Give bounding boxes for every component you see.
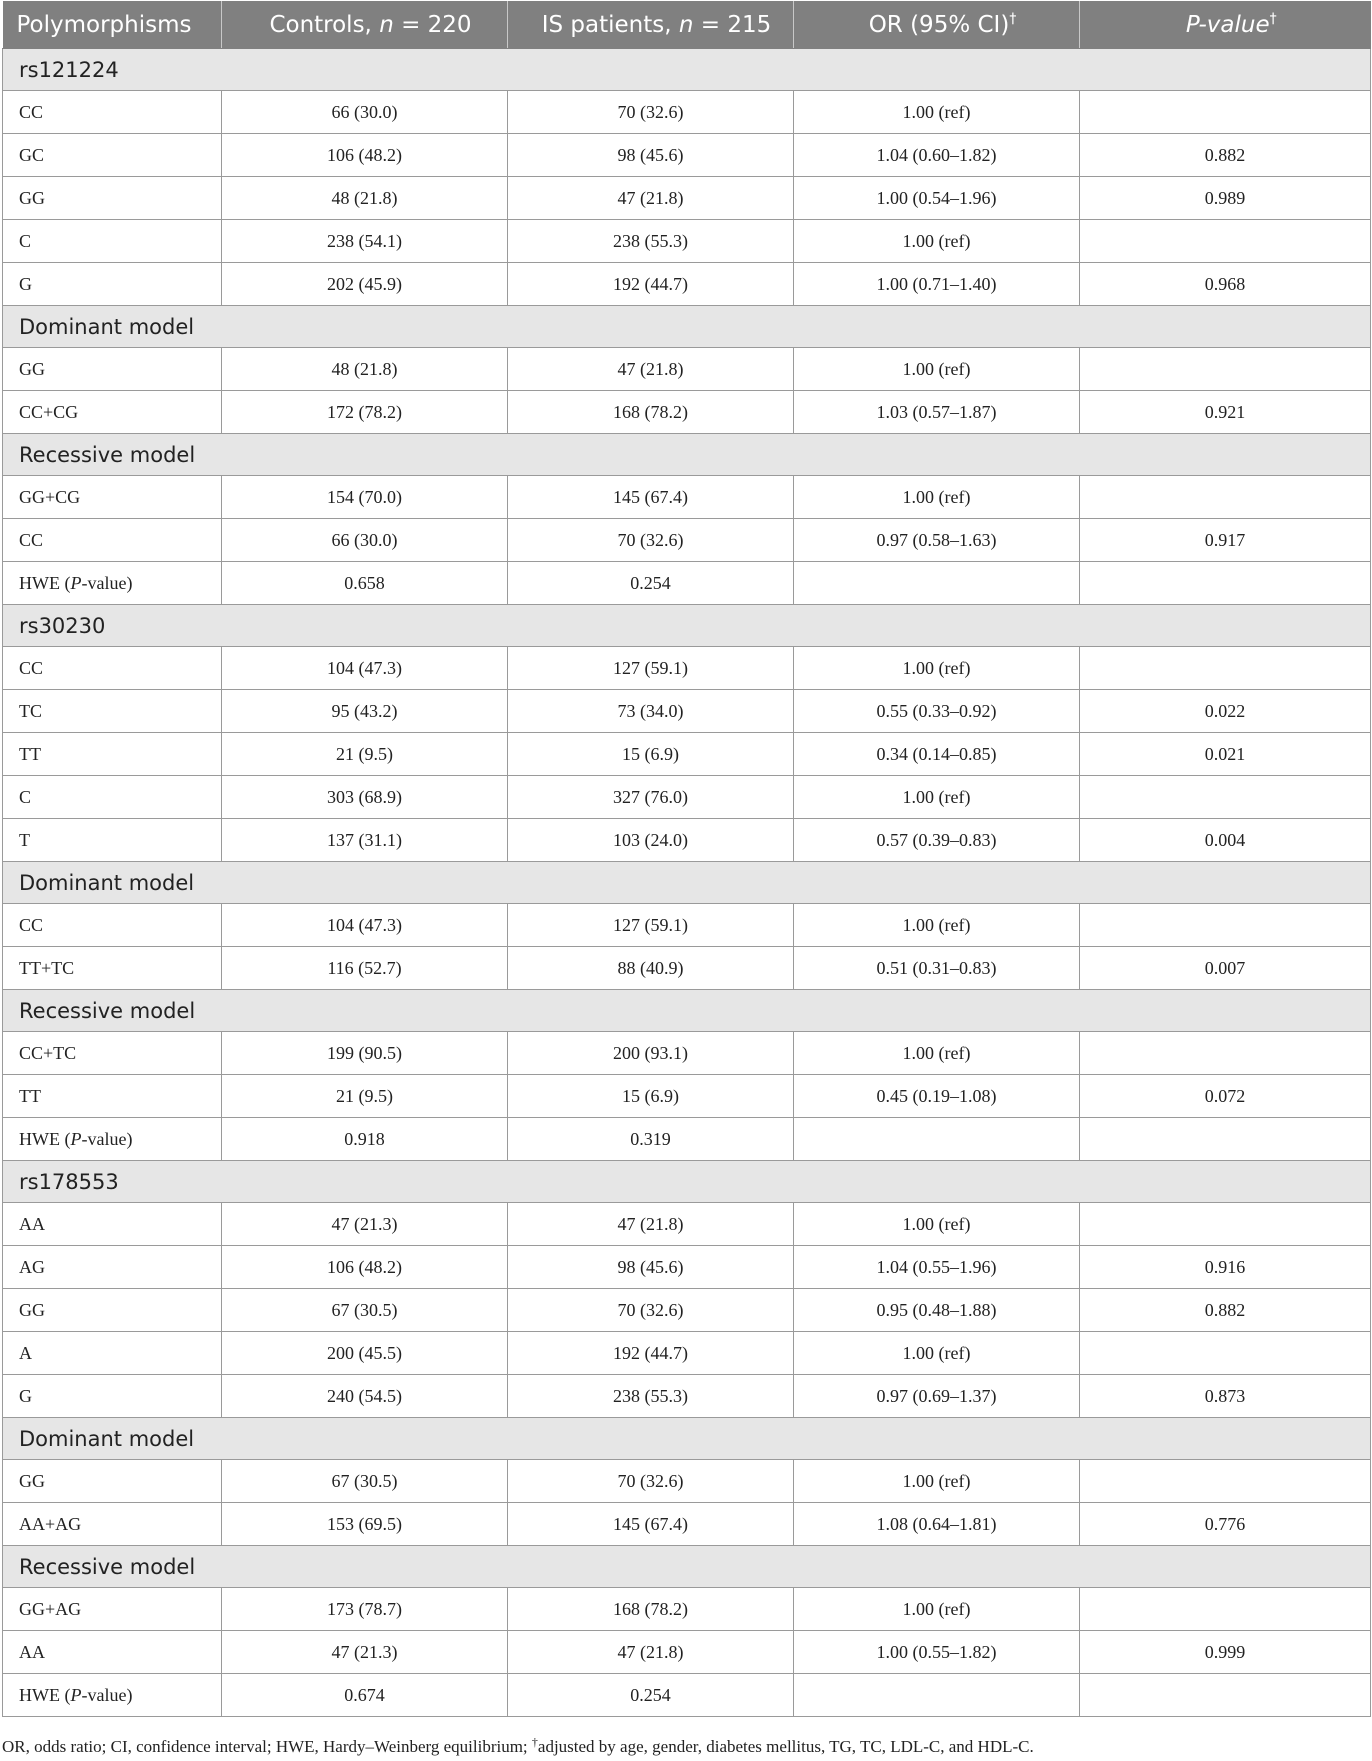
patients-cell: 168 (78.2) xyxy=(508,1588,794,1631)
p-value-cell: 0.989 xyxy=(1080,177,1371,220)
controls-cell: 172 (78.2) xyxy=(222,391,508,434)
table-row xyxy=(3,1460,1371,1503)
controls-cell: 48 (21.8) xyxy=(222,177,508,220)
section-title: Dominant model xyxy=(3,1418,1371,1460)
genotype-cell: TT xyxy=(3,1075,222,1118)
section-header-row xyxy=(3,1546,1371,1588)
controls-cell: 66 (30.0) xyxy=(222,91,508,134)
table-row xyxy=(3,1075,1371,1118)
or-ci-cell: 1.00 (ref) xyxy=(794,91,1080,134)
table-row xyxy=(3,91,1371,134)
table-row xyxy=(3,519,1371,562)
genotype-cell: G xyxy=(3,1375,222,1418)
controls-cell: 21 (9.5) xyxy=(222,1075,508,1118)
p-value-cell xyxy=(1080,1588,1371,1631)
patients-cell: 127 (59.1) xyxy=(508,904,794,947)
patients-cell: 15 (6.9) xyxy=(508,1075,794,1118)
p-value-cell: 0.882 xyxy=(1080,134,1371,177)
or-ci-cell: 1.00 (ref) xyxy=(794,348,1080,391)
controls-cell: 303 (68.9) xyxy=(222,776,508,819)
patients-cell: 238 (55.3) xyxy=(508,220,794,263)
genotype-cell: AG xyxy=(3,1246,222,1289)
or-ci-cell: 1.00 (ref) xyxy=(794,1588,1080,1631)
patients-cell: 70 (32.6) xyxy=(508,1289,794,1332)
genotype-cell: TT+TC xyxy=(3,947,222,990)
patients-cell: 192 (44.7) xyxy=(508,1332,794,1375)
patients-cell: 127 (59.1) xyxy=(508,647,794,690)
genotype-cell: CC xyxy=(3,904,222,947)
controls-cell: 200 (45.5) xyxy=(222,1332,508,1375)
table-row xyxy=(3,647,1371,690)
controls-cell: 153 (69.5) xyxy=(222,1503,508,1546)
genotype-cell: CC xyxy=(3,519,222,562)
patients-cell: 47 (21.8) xyxy=(508,177,794,220)
table-row xyxy=(3,348,1371,391)
section-title: Dominant model xyxy=(3,862,1371,904)
section-title: Dominant model xyxy=(3,306,1371,348)
or-ci-cell: 1.00 (ref) xyxy=(794,647,1080,690)
genotype-cell: CC+CG xyxy=(3,391,222,434)
genotype-cell: C xyxy=(3,220,222,263)
controls-cell: 0.918 xyxy=(222,1118,508,1161)
genotype-cell: AA xyxy=(3,1203,222,1246)
patients-cell: 0.254 xyxy=(508,1674,794,1717)
genotype-cell: A xyxy=(3,1332,222,1375)
section-header-row xyxy=(3,49,1371,91)
controls-cell: 95 (43.2) xyxy=(222,690,508,733)
genotype-cell: CC xyxy=(3,647,222,690)
p-value-cell: 0.021 xyxy=(1080,733,1371,776)
controls-cell: 0.674 xyxy=(222,1674,508,1717)
or-ci-cell: 1.00 (ref) xyxy=(794,476,1080,519)
controls-cell: 67 (30.5) xyxy=(222,1460,508,1503)
p-italic: P xyxy=(70,1684,82,1705)
genotype-cell: GG+AG xyxy=(3,1588,222,1631)
or-ci-cell: 1.00 (ref) xyxy=(794,220,1080,263)
controls-cell: 106 (48.2) xyxy=(222,1246,508,1289)
section-title: rs178553 xyxy=(3,1161,1371,1203)
genotype-cell: AA+AG xyxy=(3,1503,222,1546)
header-controls: Controls, n = 220 xyxy=(222,1,508,49)
table-row xyxy=(3,819,1371,862)
or-ci-cell xyxy=(794,1118,1080,1161)
controls-cell: 21 (9.5) xyxy=(222,733,508,776)
p-value-cell: 0.968 xyxy=(1080,263,1371,306)
p-value-cell xyxy=(1080,91,1371,134)
section-header-row xyxy=(3,434,1371,476)
genotype-cell: TC xyxy=(3,690,222,733)
patients-cell: 98 (45.6) xyxy=(508,134,794,177)
controls-cell: 173 (78.7) xyxy=(222,1588,508,1631)
p-value-cell: 0.072 xyxy=(1080,1075,1371,1118)
patients-cell: 0.319 xyxy=(508,1118,794,1161)
table-row xyxy=(3,134,1371,177)
patients-cell: 15 (6.9) xyxy=(508,733,794,776)
or-ci-cell: 0.95 (0.48–1.88) xyxy=(794,1289,1080,1332)
or-ci-cell: 1.00 (ref) xyxy=(794,1460,1080,1503)
genotype-cell: GG+CG xyxy=(3,476,222,519)
or-ci-cell: 1.00 (0.55–1.82) xyxy=(794,1631,1080,1674)
or-ci-cell: 1.03 (0.57–1.87) xyxy=(794,391,1080,434)
patients-cell: 98 (45.6) xyxy=(508,1246,794,1289)
genotype-cell: AA xyxy=(3,1631,222,1674)
section-title: Recessive model xyxy=(3,990,1371,1032)
section-header-row xyxy=(3,306,1371,348)
genotype-cell: G xyxy=(3,263,222,306)
or-ci-cell: 1.00 (ref) xyxy=(794,1203,1080,1246)
p-value-cell: 0.873 xyxy=(1080,1375,1371,1418)
genotype-cell: GG xyxy=(3,348,222,391)
patients-cell: 47 (21.8) xyxy=(508,348,794,391)
or-ci-cell: 1.00 (ref) xyxy=(794,1032,1080,1075)
table-row xyxy=(3,391,1371,434)
or-ci-cell xyxy=(794,1674,1080,1717)
section-header-row xyxy=(3,1161,1371,1203)
header-is-patients: IS patients, n = 215 xyxy=(508,1,794,49)
p-value-cell: 0.776 xyxy=(1080,1503,1371,1546)
p-value-cell: 0.004 xyxy=(1080,819,1371,862)
section-header-row xyxy=(3,862,1371,904)
table-row xyxy=(3,220,1371,263)
p-value-cell: 0.917 xyxy=(1080,519,1371,562)
table-row xyxy=(3,476,1371,519)
or-ci-cell: 1.00 (ref) xyxy=(794,904,1080,947)
header-or-ci: OR (95% CI)† xyxy=(794,1,1080,49)
or-ci-cell: 1.00 (0.54–1.96) xyxy=(794,177,1080,220)
p-value-cell: 0.999 xyxy=(1080,1631,1371,1674)
controls-cell: 238 (54.1) xyxy=(222,220,508,263)
header-p-value: P-value† xyxy=(1080,1,1371,49)
p-value-cell: 0.916 xyxy=(1080,1246,1371,1289)
patients-cell: 70 (32.6) xyxy=(508,1460,794,1503)
table-row xyxy=(3,1588,1371,1631)
table-row xyxy=(3,263,1371,306)
genotype-cell: HWE (P-value) xyxy=(3,1674,222,1717)
patients-cell: 70 (32.6) xyxy=(508,91,794,134)
table-row xyxy=(3,562,1371,605)
table-footnote: OR, odds ratio; CI, confidence interval; HWE, Hardy–Weinberg equilibrium; †adjusted by age, gender, diabetes mellitus, TG, TC, LDL-C, and HDL-C. xyxy=(2,1735,1034,1756)
or-ci-cell: 0.45 (0.19–1.08) xyxy=(794,1075,1080,1118)
genotype-cell: GG xyxy=(3,1289,222,1332)
controls-cell: 47 (21.3) xyxy=(222,1203,508,1246)
genotype-cell: HWE (P-value) xyxy=(3,1118,222,1161)
patients-cell: 70 (32.6) xyxy=(508,519,794,562)
patients-cell: 0.254 xyxy=(508,562,794,605)
controls-cell: 137 (31.1) xyxy=(222,819,508,862)
table-row xyxy=(3,1332,1371,1375)
or-ci-cell: 0.55 (0.33–0.92) xyxy=(794,690,1080,733)
genotype-cell: CC+TC xyxy=(3,1032,222,1075)
patients-cell: 103 (24.0) xyxy=(508,819,794,862)
table-row xyxy=(3,1246,1371,1289)
genotype-cell: HWE (P-value) xyxy=(3,562,222,605)
p-value-cell xyxy=(1080,562,1371,605)
patients-cell: 200 (93.1) xyxy=(508,1032,794,1075)
p-italic: P xyxy=(70,1128,82,1149)
table-body xyxy=(3,49,1371,1717)
controls-cell: 240 (54.5) xyxy=(222,1375,508,1418)
section-title: Recessive model xyxy=(3,434,1371,476)
or-ci-cell: 1.00 (ref) xyxy=(794,1332,1080,1375)
section-header-row xyxy=(3,605,1371,647)
patients-cell: 47 (21.8) xyxy=(508,1203,794,1246)
genotype-cell: GG xyxy=(3,1460,222,1503)
controls-cell: 104 (47.3) xyxy=(222,647,508,690)
controls-cell: 0.658 xyxy=(222,562,508,605)
patients-cell: 168 (78.2) xyxy=(508,391,794,434)
p-value-cell xyxy=(1080,1332,1371,1375)
table-row xyxy=(3,1674,1371,1717)
table-row xyxy=(3,1118,1371,1161)
or-ci-cell: 0.57 (0.39–0.83) xyxy=(794,819,1080,862)
patients-cell: 327 (76.0) xyxy=(508,776,794,819)
or-ci-cell: 1.08 (0.64–1.81) xyxy=(794,1503,1080,1546)
p-value-cell xyxy=(1080,348,1371,391)
table-header-row xyxy=(3,1,1371,49)
patients-cell: 73 (34.0) xyxy=(508,690,794,733)
genotype-cell: GC xyxy=(3,134,222,177)
or-ci-cell: 0.97 (0.58–1.63) xyxy=(794,519,1080,562)
controls-cell: 67 (30.5) xyxy=(222,1289,508,1332)
p-value-cell: 0.921 xyxy=(1080,391,1371,434)
p-value-cell xyxy=(1080,476,1371,519)
table-row xyxy=(3,1032,1371,1075)
table-container xyxy=(2,1,1370,1717)
polymorphism-table xyxy=(2,1,1371,1717)
p-value-cell xyxy=(1080,220,1371,263)
table-row xyxy=(3,1503,1371,1546)
genotype-cell: TT xyxy=(3,733,222,776)
patients-cell: 145 (67.4) xyxy=(508,476,794,519)
p-value-cell xyxy=(1080,1460,1371,1503)
p-value-cell xyxy=(1080,1203,1371,1246)
table-row xyxy=(3,690,1371,733)
table-row xyxy=(3,1631,1371,1674)
or-ci-cell: 1.00 (ref) xyxy=(794,776,1080,819)
genotype-cell: C xyxy=(3,776,222,819)
section-title: rs30230 xyxy=(3,605,1371,647)
genotype-cell: GG xyxy=(3,177,222,220)
controls-cell: 116 (52.7) xyxy=(222,947,508,990)
patients-cell: 238 (55.3) xyxy=(508,1375,794,1418)
table-row xyxy=(3,1203,1371,1246)
table-row xyxy=(3,177,1371,220)
p-value-cell xyxy=(1080,1032,1371,1075)
section-title: rs121224 xyxy=(3,49,1371,91)
p-value-cell xyxy=(1080,647,1371,690)
or-ci-cell: 0.97 (0.69–1.37) xyxy=(794,1375,1080,1418)
controls-cell: 47 (21.3) xyxy=(222,1631,508,1674)
section-title: Recessive model xyxy=(3,1546,1371,1588)
genotype-cell: T xyxy=(3,819,222,862)
controls-cell: 106 (48.2) xyxy=(222,134,508,177)
table-row xyxy=(3,776,1371,819)
or-ci-cell: 1.00 (0.71–1.40) xyxy=(794,263,1080,306)
controls-cell: 199 (90.5) xyxy=(222,1032,508,1075)
p-value-cell: 0.007 xyxy=(1080,947,1371,990)
or-ci-cell: 0.34 (0.14–0.85) xyxy=(794,733,1080,776)
patients-cell: 47 (21.8) xyxy=(508,1631,794,1674)
p-value-cell xyxy=(1080,1118,1371,1161)
p-value-cell xyxy=(1080,1674,1371,1717)
p-value-cell: 0.022 xyxy=(1080,690,1371,733)
patients-cell: 192 (44.7) xyxy=(508,263,794,306)
table-row xyxy=(3,733,1371,776)
section-header-row xyxy=(3,1418,1371,1460)
p-value-cell xyxy=(1080,776,1371,819)
or-ci-cell: 1.04 (0.60–1.82) xyxy=(794,134,1080,177)
patients-cell: 145 (67.4) xyxy=(508,1503,794,1546)
p-italic: P xyxy=(70,572,82,593)
genotype-cell: CC xyxy=(3,91,222,134)
table-row xyxy=(3,904,1371,947)
patients-cell: 88 (40.9) xyxy=(508,947,794,990)
or-ci-cell: 0.51 (0.31–0.83) xyxy=(794,947,1080,990)
section-header-row xyxy=(3,990,1371,1032)
table-row xyxy=(3,947,1371,990)
or-ci-cell: 1.04 (0.55–1.96) xyxy=(794,1246,1080,1289)
controls-cell: 202 (45.9) xyxy=(222,263,508,306)
controls-cell: 154 (70.0) xyxy=(222,476,508,519)
header-polymorphisms: Polymorphisms xyxy=(3,1,222,49)
table-row xyxy=(3,1375,1371,1418)
or-ci-cell xyxy=(794,562,1080,605)
controls-cell: 66 (30.0) xyxy=(222,519,508,562)
p-value-cell: 0.882 xyxy=(1080,1289,1371,1332)
controls-cell: 104 (47.3) xyxy=(222,904,508,947)
table-row xyxy=(3,1289,1371,1332)
controls-cell: 48 (21.8) xyxy=(222,348,508,391)
p-value-cell xyxy=(1080,904,1371,947)
